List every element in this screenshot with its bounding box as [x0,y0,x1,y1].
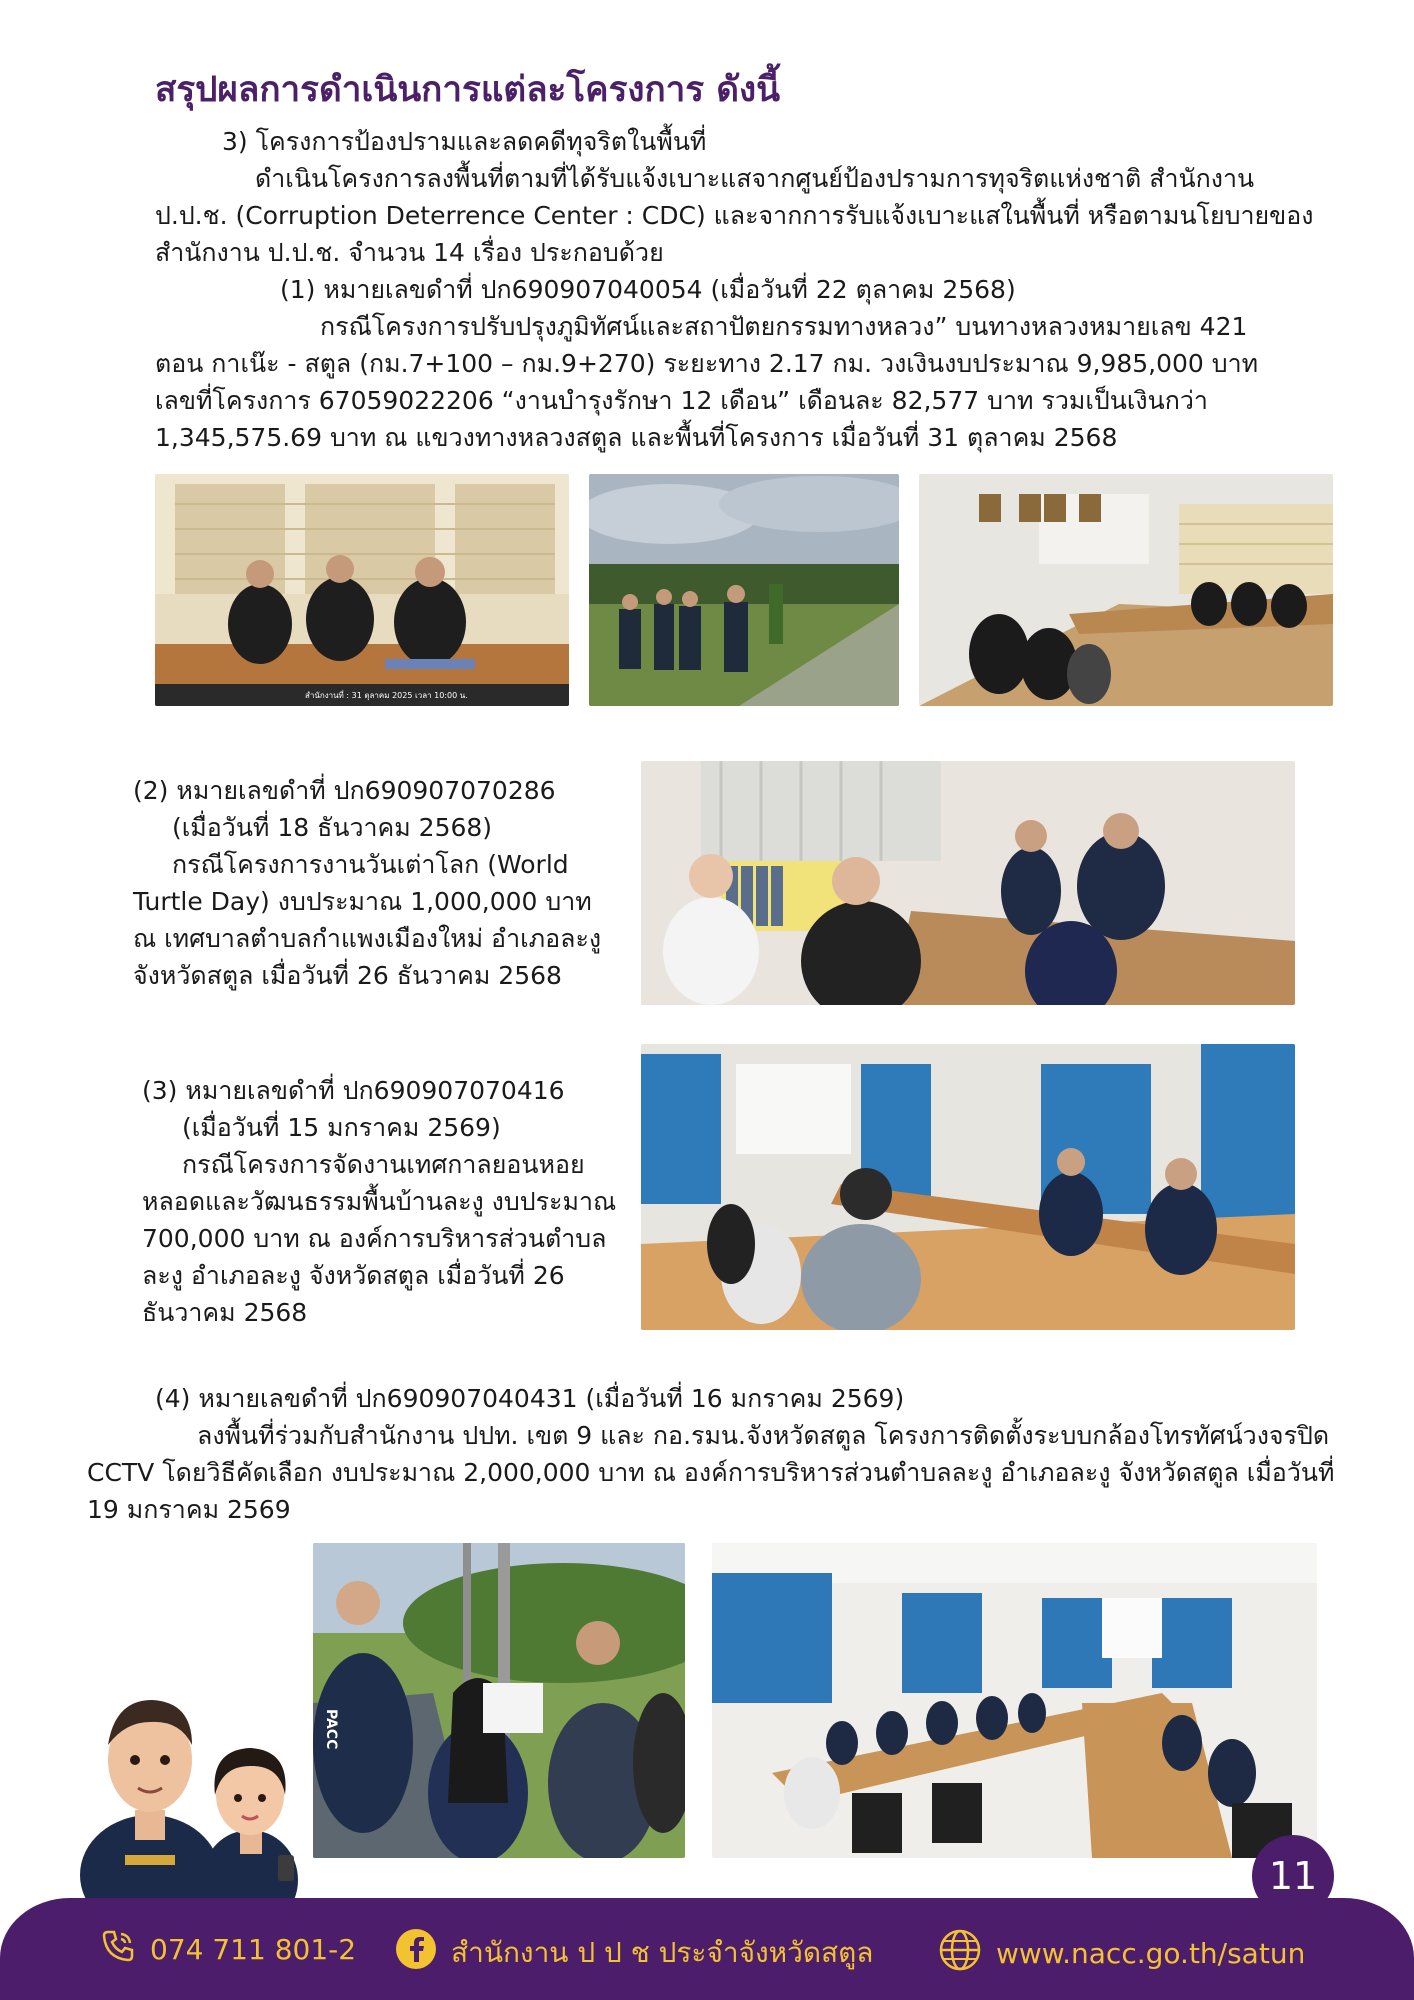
page-number: 11 [1252,1835,1334,1917]
case2-title: (2) หมายเลขดำที่ ปก690907070286 [133,776,556,805]
case1-title: (1) หมายเลขดำที่ ปก690907040054 (เมื่อวันที่ 22 ตุลาคม 2568) [280,275,1016,304]
case2-line: ณ เทศบาลตำบลกำแพงเมืองใหม่ อำเภอละงู [133,924,602,953]
cctv-site-photo [313,1543,685,1858]
case1-line: เลขที่โครงการ 67059022206 “งานบำรุงรักษา 12 เดือน” เดือนละ 82,577 บาท รวมเป็นเงินกว่า [155,386,1208,415]
intro-line: ดำเนินโครงการลงพื้นที่ตามที่ได้รับแจ้งเบาะแสจากศูนย์ป้องปรามการทุจริตแห่งชาติ สำนักงาน [255,164,1255,193]
case3-line: (เมื่อวันที่ 15 มกราคม 2569) [182,1113,501,1142]
case4-line: ลงพื้นที่ร่วมกับสำนักงาน ปปท. เขต 9 และ กอ.รมน.จังหวัดสตูล โครงการติดตั้งระบบกล้องโทรทัศน์วงจรปิด [197,1421,1330,1450]
phone-number: 074 711 801-2 [150,1933,357,1966]
section-title: 3) โครงการป้องปรามและลดคดีทุจริตในพื้นที่ [222,127,707,156]
meeting-room-photo [919,474,1333,706]
pacc-vest-text: PACC [323,1709,339,1750]
globe-icon [938,1928,982,1979]
website-url: www.nacc.go.th/satun [996,1937,1306,1970]
case2-line: จังหวัดสตูล เมื่อวันที่ 26 ธันวาคม 2568 [133,961,562,990]
facebook-page-name: สำนักงาน ป ป ช ประจำจังหวัดสตูล [451,1935,874,1969]
footer-phone[interactable] [100,1928,356,1971]
case2-line: กรณีโครงการงานวันเต่าโลก (World [172,850,569,879]
phone-icon [100,1928,136,1971]
case1-line: ตอน กาเน๊ะ - สตูล (กม.7+100 – กม.9+270) ระยะทาง 2.17 กม. วงเงินงบประมาณ 9,985,000 บาท [155,349,1259,378]
site-visit-photo [589,474,899,706]
case3-line: กรณีโครงการจัดงานเทศกาลยอนหอย [182,1150,585,1179]
intro-line: ป.ป.ช. (Corruption Deterrence Center : CDC) และจากการรับแจ้งเบาะแสในพื้นที่ หรือตามนโยบายของ [155,201,1314,230]
cctv-meeting-photo [712,1543,1317,1858]
case1-line: 1,345,575.69 บาท ณ แขวงทางหลวงสตูล และพื้นที่โครงการ เมื่อวันที่ 31 ตุลาคม 2568 [155,423,1118,452]
case1-line: กรณีโครงการปรับปรุงภูมิทัศน์และสถาปัตยกรรมทางหลวง” บนทางหลวงหมายเลข 421 [320,312,1248,341]
case4-line: CCTV โดยวิธีคัดเลือก งบประมาณ 2,000,000 บาท ณ องค์การบริหารส่วนตำบลละงู อำเภอละงู จังหวัดสตูล เมื่อวันที่ [87,1458,1335,1487]
intro-line: สำนักงาน ป.ป.ช. จำนวน 14 เรื่อง ประกอบด้วย [155,238,664,267]
case3-line: ละงู อำเภอละงู จังหวัดสตูล เมื่อวันที่ 26 [142,1261,565,1290]
page-heading: สรุปผลการดำเนินการแต่ละโครงการ ดังนี้ [155,70,781,110]
case2-line: Turtle Day) งบประมาณ 1,000,000 บาท [133,887,592,916]
footer-website[interactable] [938,1928,1305,1979]
case3-title: (3) หมายเลขดำที่ ปก690907070416 [142,1076,565,1105]
case4-title: (4) หมายเลขดำที่ ปก690907040431 (เมื่อวันที่ 16 มกราคม 2569) [155,1384,905,1413]
case3-line: ธันวาคม 2568 [142,1298,308,1327]
case3-line: 700,000 บาท ณ องค์การบริหารส่วนตำบล [142,1224,607,1253]
case4-line: 19 มกราคม 2569 [87,1495,291,1524]
festival-meeting-photo [641,1044,1295,1330]
meeting-photo [155,474,569,706]
facebook-icon [395,1928,437,1977]
case3-line: หลอดและวัฒนธรรมพื้นบ้านละงู งบประมาณ [142,1187,617,1216]
case2-line: (เมื่อวันที่ 18 ธันวาคม 2568) [172,813,493,842]
photo-caption: สำนักงานที่ : 31 ตุลาคม 2025 เวลา 10:00 น. [305,691,468,700]
mascot-illustration [70,1660,310,1910]
turtle-day-meeting-photo [641,761,1295,1005]
footer-facebook[interactable] [395,1928,873,1977]
